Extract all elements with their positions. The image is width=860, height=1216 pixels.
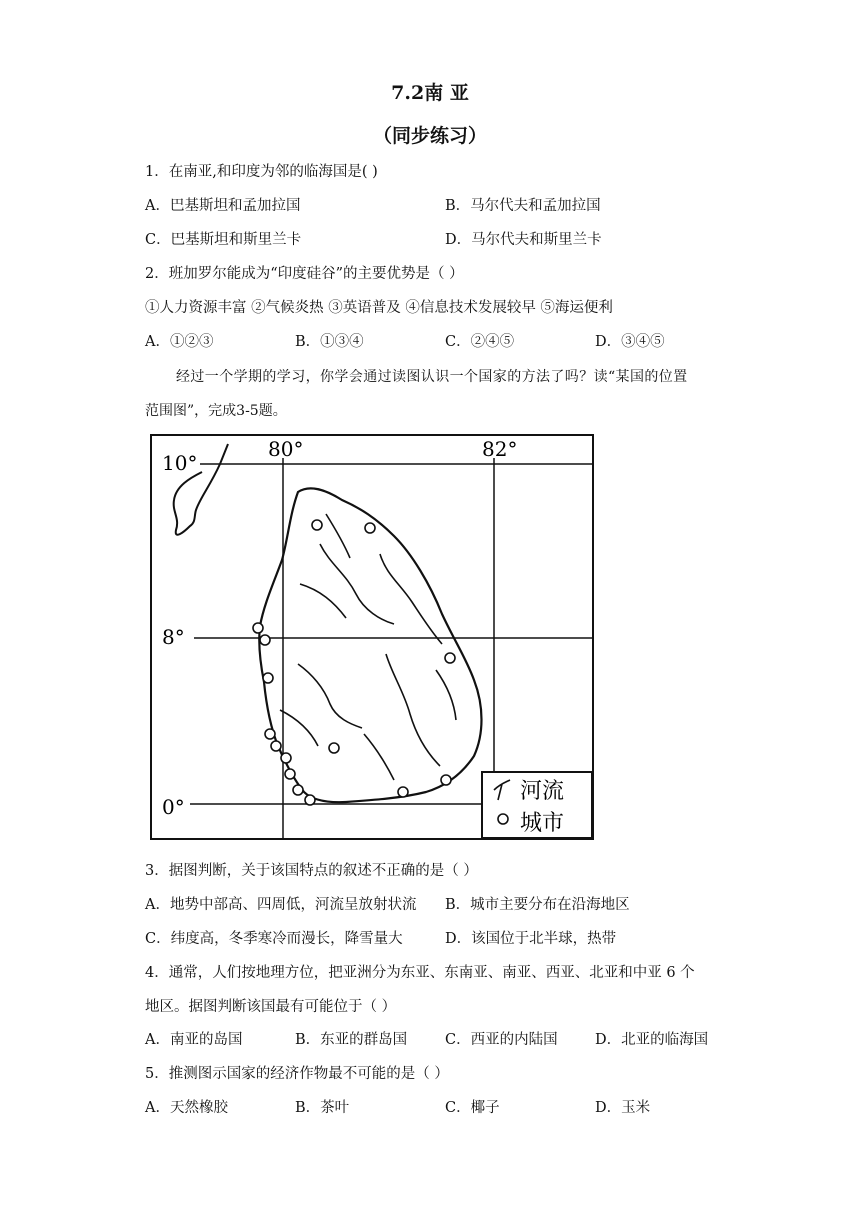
q3-option-a: A．地势中部高、四周低，河流呈放射状流	[145, 897, 417, 913]
q2-option-c: C．②④⑤	[445, 334, 515, 350]
q4-option-b: B．东亚的群岛国	[295, 1032, 408, 1048]
q3-option-c: C．纬度高，冬季寒冷而漫长，降雪量大	[145, 931, 403, 947]
lat-label-10: 10°	[162, 451, 198, 475]
q5-option-c: C．椰子	[445, 1100, 500, 1116]
legend-river-label: 河流	[520, 778, 565, 803]
question-2-statements: ①人力资源丰富 ②气候炎热 ③英语普及 ④信息技术发展较早 ⑤海运便利	[145, 300, 613, 316]
location-map	[150, 434, 594, 840]
lat-label-0: 0°	[162, 795, 185, 819]
map-legend	[482, 772, 592, 838]
q1-option-c: C．巴基斯坦和斯里兰卡	[145, 232, 302, 248]
q5-option-b: B．茶叶	[295, 1100, 350, 1116]
q1-option-d: D．马尔代夫和斯里兰卡	[445, 232, 602, 248]
q4-option-d: D．北亚的临海国	[595, 1032, 709, 1048]
question-1-stem: 1．在南亚,和印度为邻的临海国是( )	[145, 164, 378, 180]
question-4-stem-line-1: 4．通常，人们按地理方位，把亚洲分为东亚、东南亚、南亚、西亚、北亚和中亚 6 个	[145, 965, 695, 981]
q4-option-c: C．西亚的内陆国	[445, 1032, 558, 1048]
q1-option-b: B．马尔代夫和孟加拉国	[445, 198, 601, 214]
intro-line-1: 经过一个学期的学习，你学会通过读图认识一个国家的方法了吗？读“某国的位置	[176, 369, 688, 385]
q2-option-b: B．①③④	[295, 334, 364, 350]
q5-option-a: A．天然橡胶	[145, 1100, 228, 1116]
question-2-stem: 2．班加罗尔能成为“印度硅谷”的主要优势是（ ）	[145, 266, 464, 282]
q5-option-d: D．玉米	[595, 1100, 651, 1116]
question-5-stem: 5．推测图示国家的经济作物最不可能的是（ ）	[145, 1066, 449, 1082]
q1-option-a: A．巴基斯坦和孟加拉国	[145, 198, 301, 214]
page-title: 7.2南 亚	[391, 82, 469, 104]
q2-option-a: A．①②③	[145, 334, 214, 350]
question-4-stem-line-2: 地区。据图判断该国最有可能位于（ ）	[145, 999, 397, 1015]
lon-label-82: 82°	[482, 437, 518, 461]
q2-option-d: D．③④⑤	[595, 334, 665, 350]
q3-option-d: D．该国位于北半球，热带	[445, 931, 617, 947]
question-3-stem: 3．据图判断，关于该国特点的叙述不正确的是（ ）	[145, 863, 478, 879]
q4-option-a: A．南亚的岛国	[145, 1032, 243, 1048]
city-legend-icon	[498, 814, 508, 824]
lon-label-80: 80°	[268, 437, 304, 461]
page-subtitle: （同步练习）	[372, 125, 487, 147]
legend-city-label: 城市	[520, 810, 565, 835]
q3-option-b: B．城市主要分布在沿海地区	[445, 897, 630, 913]
intro-line-2: 范围图”，完成3-5题。	[145, 403, 287, 419]
lat-label-8: 8°	[162, 625, 185, 649]
